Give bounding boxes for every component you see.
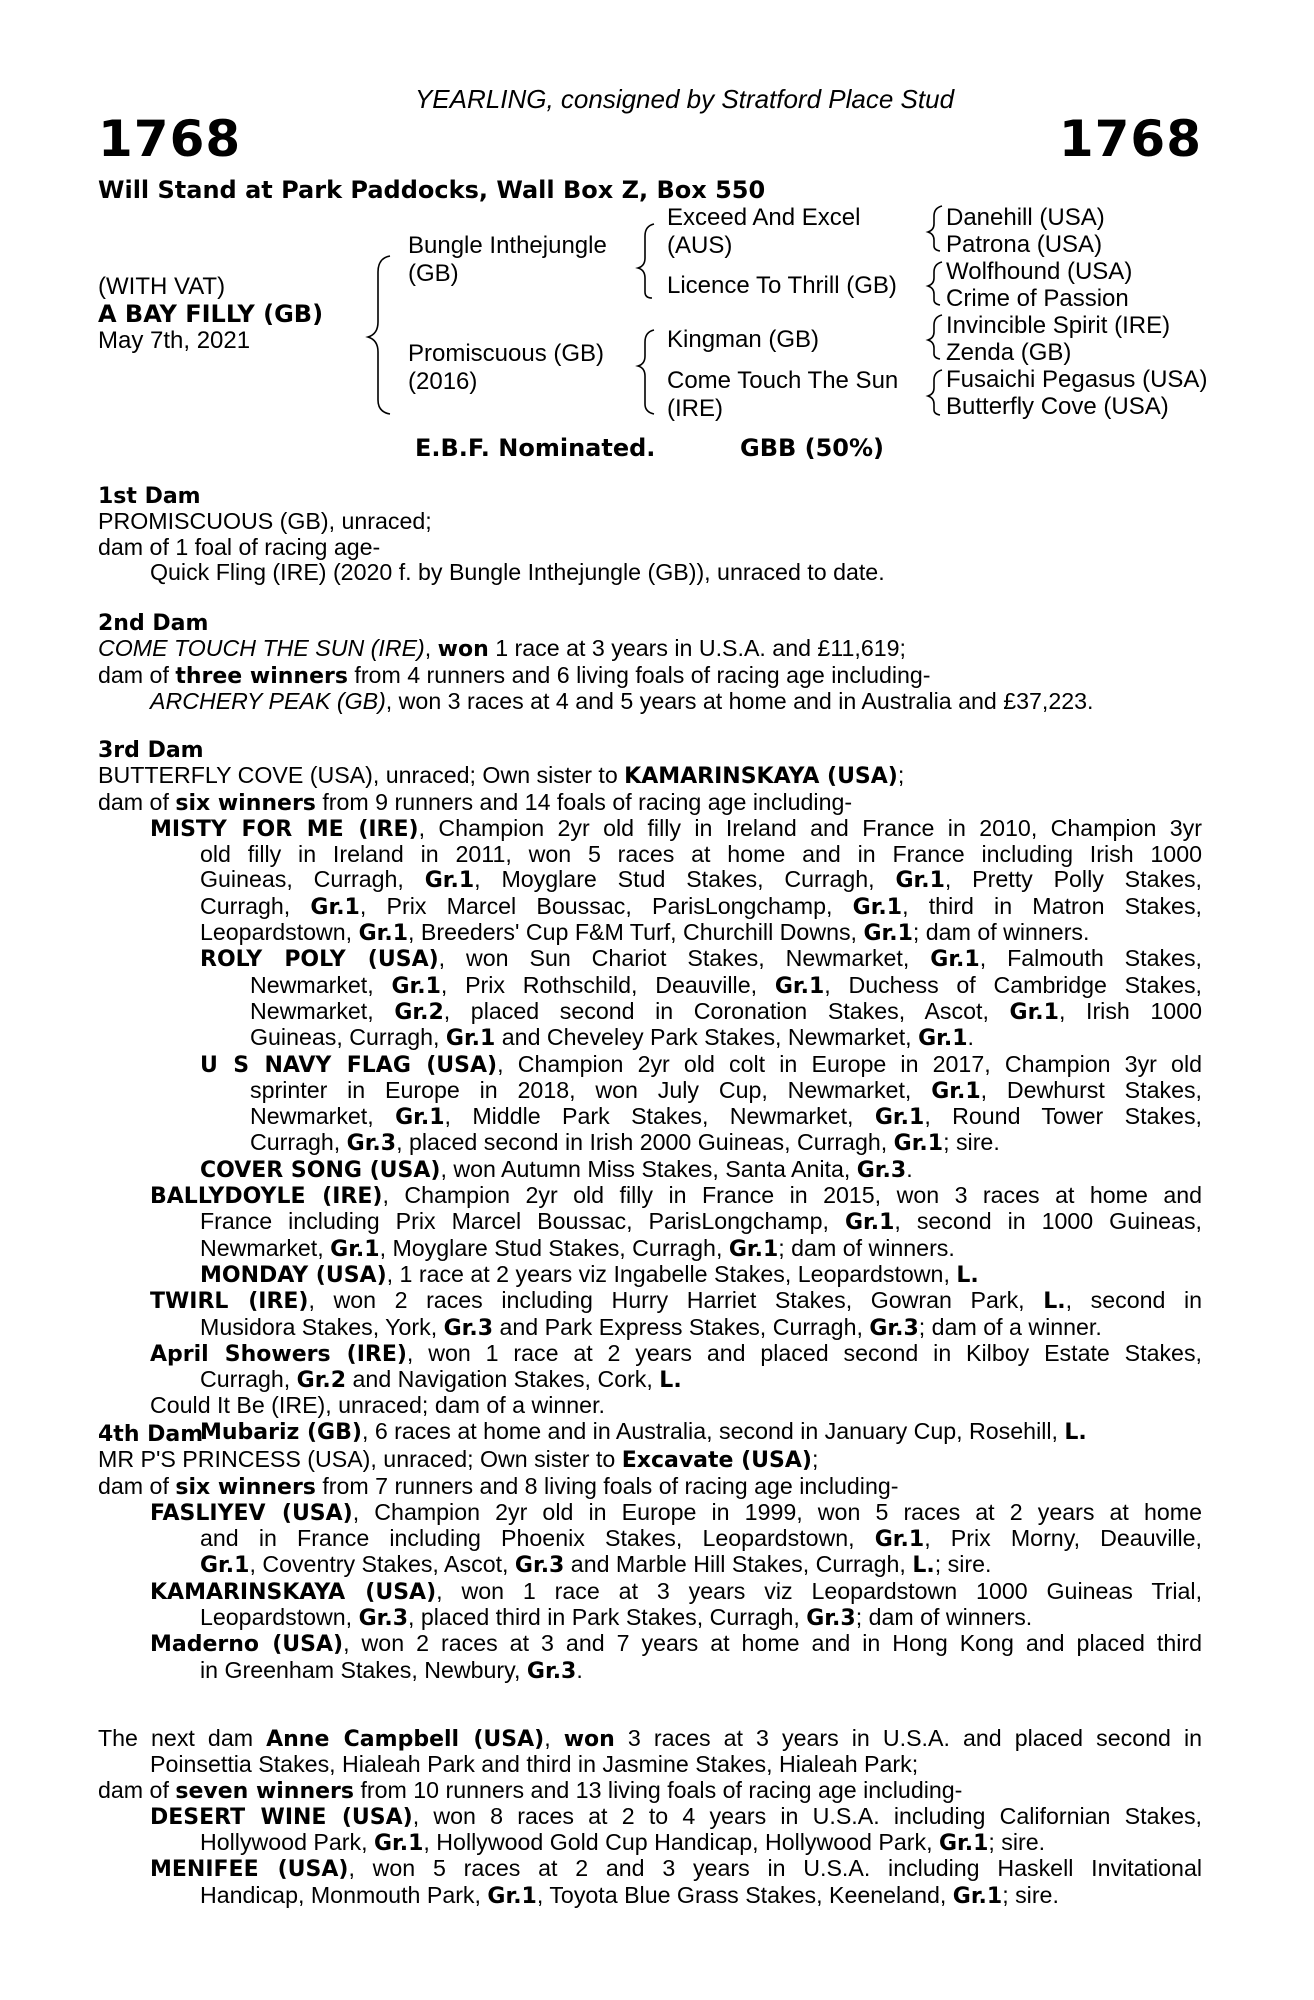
second-dam-produce: [98, 689, 1202, 714]
produce-record: in Greenham Stakes, Newbury, Gr.3.: [200, 1656, 583, 1684]
produce-record: Maderno (USA), won 2 races at 3 and 7 years at home and in Hong Kong and placed third: [150, 1630, 1202, 1658]
fourth-dam-line: [98, 1447, 1202, 1473]
third-dam-section: [98, 738, 1202, 1445]
dam-name-bold: Anne Campbell (USA): [266, 1727, 545, 1752]
dam-name-italic: COME TOUCH THE SUN (IRE): [98, 635, 425, 662]
produce-record: ROLY POLY (USA), won Sun Chariot Stakes, Newmarket, Gr.1, Falmouth Stakes,: [200, 945, 1202, 973]
produce-record: Could It Be (IRE), unraced; dam of a winner.: [150, 1392, 605, 1419]
sire-name: Bungle Inthejungle (GB): [408, 232, 607, 287]
text: from 9 runners and 14 foals of racing age including-: [315, 788, 853, 815]
produce-record: COVER SONG (USA), won Autumn Miss Stakes, Santa Anita, Gr.3.: [200, 1155, 913, 1183]
gbb-note: GBB (50%): [740, 434, 885, 462]
text: dam of: [98, 661, 176, 688]
next-dam-section: [98, 1726, 1202, 1909]
third-dam-line: [98, 763, 1202, 789]
produce-record: MONDAY (USA), 1 race at 2 years viz Ingabelle Stakes, Leopardstown, L.: [200, 1260, 979, 1288]
winners-bold: three winners: [175, 663, 348, 689]
produce-record: Newmarket, Gr.1, Moyglare Stud Stakes, Curragh, Gr.1; dam of winners.: [200, 1234, 955, 1262]
text: 1 race at 3 years in U.S.A. and £11,619;: [488, 635, 906, 662]
produce-record: sprinter in Europe in 2018, won July Cup, Newmarket, Gr.1, Dewhurst Stakes,: [250, 1076, 1203, 1104]
next-dam-line: [98, 1778, 1202, 1804]
third-dam-line: [98, 790, 1202, 816]
text: from 10 runners and 13 living foals of racing age including-: [354, 1776, 963, 1803]
dam-sire-name: Kingman (GB): [667, 326, 820, 353]
produce-record: U S NAVY FLAG (USA), Champion 2yr old colt in Europe in 2017, Champion 3yr old: [200, 1050, 1202, 1078]
lot-number-right: 1768: [1058, 110, 1202, 168]
ss-sire-name: Danehill (USA): [946, 204, 1105, 231]
sire-sire-name: Exceed And Excel (AUS): [667, 204, 861, 259]
text: ;: [811, 1446, 819, 1473]
fourth-dam-section: [98, 1422, 1202, 1684]
produce-name-italic: ARCHERY PEAK (GB): [150, 687, 386, 714]
produce-record: Musidora Stakes, York, Gr.3 and Park Express Stakes, Curragh, Gr.3; dam of a winner.: [200, 1313, 1102, 1341]
ds-dam-name: Zenda (GB): [946, 339, 1072, 366]
produce-record: old filly in Ireland in 2011, won 5 races at home and in France including Irish 1000: [200, 841, 1202, 868]
winners-bold: six winners: [175, 1474, 316, 1500]
produce-record: April Showers (IRE), won 1 race at 2 years and placed second in Kilboy Estate Stakes,: [150, 1339, 1202, 1367]
produce-record: Leopardstown, Gr.3, placed third in Park Stakes, Curragh, Gr.3; dam of winners.: [200, 1604, 1033, 1632]
fourth-dam-heading: 4th Dam: [98, 1422, 204, 1447]
sd-dam-name: Crime of Passion: [946, 285, 1129, 312]
produce-record: Newmarket, Gr.1, Prix Rothschild, Deauville, Gr.1, Duchess of Cambridge Stakes,: [250, 971, 1202, 999]
winners-bold: six winners: [175, 790, 316, 816]
next-dam-line: [98, 1726, 1202, 1752]
won-bold: won: [563, 1727, 615, 1752]
text: , won 3 races at 4 and 5 years at home and in Australia and £37,223.: [385, 687, 1094, 714]
produce-record: KAMARINSKAYA (USA), won 1 race at 3 years viz Leopardstown 1000 Guineas Trial,: [150, 1577, 1203, 1605]
produce-record: FASLIYEV (USA), Champion 2yr old in Europe in 1999, won 5 races at 2 years at home: [150, 1498, 1202, 1526]
produce-record: Guineas, Curragh, Gr.1, Moyglare Stud Stakes, Curragh, Gr.1, Pretty Polly Stakes,: [200, 866, 1203, 894]
stabling-location: Will Stand at Park Paddocks, Wall Box Z, Box 550: [98, 176, 766, 204]
consignor-line: YEARLING, consigned by Stratford Place Stud: [414, 84, 955, 114]
produce-record: MISTY FOR ME (IRE), Champion 2yr old filly in Ireland and France in 2010, Champion 3yr: [150, 814, 1202, 842]
first-dam-heading: 1st Dam: [98, 484, 201, 509]
ebf-nominated: E.B.F. Nominated.: [415, 434, 656, 462]
text: ,: [544, 1725, 564, 1751]
produce-record: MENIFEE (USA), won 5 races at 2 and 3 years in U.S.A. including Haskell Invitational: [150, 1855, 1202, 1883]
text: dam of: [98, 1776, 176, 1803]
text: ,: [424, 635, 438, 662]
produce-record: Curragh, Gr.2 and Navigation Stakes, Cork, L.: [200, 1366, 682, 1394]
produce-record: Hollywood Park, Gr.1, Hollywood Gold Cup Handicap, Hollywood Park, Gr.1; sire.: [200, 1829, 1046, 1857]
text: The next dam: [98, 1725, 267, 1751]
next-dam-line: Poinsettia Stakes, Hialeah Park and third in Jasmine Stakes, Hialeah Park;: [150, 1751, 919, 1778]
text: MR P'S PRINCESS (USA), unraced; Own sister to: [98, 1446, 622, 1473]
second-dam-line: [98, 663, 1202, 689]
produce-record: France including Prix Marcel Boussac, ParisLongchamp, Gr.1, second in 1000 Guineas,: [200, 1208, 1202, 1236]
produce-record: Curragh, Gr.1, Prix Marcel Boussac, ParisLongchamp, Gr.1, third in Matron Stakes,: [200, 892, 1202, 920]
winners-bold: seven winners: [175, 1778, 354, 1804]
ss-dam-name: Patrona (USA): [946, 231, 1103, 258]
produce-record: Leopardstown, Gr.1, Breeders' Cup F&M Turf, Churchill Downs, Gr.1; dam of winners.: [200, 919, 1090, 947]
second-dam-heading: 2nd Dam: [98, 611, 209, 636]
produce-record: DESERT WINE (USA), won 8 races at 2 to 4 years in U.S.A. including Californian Stakes,: [150, 1802, 1202, 1830]
produce-record: Handicap, Monmouth Park, Gr.1, Toyota Blue Grass Stakes, Keeneland, Gr.1; sire.: [200, 1881, 1059, 1909]
ds-sire-name: Invincible Spirit (IRE): [946, 312, 1171, 339]
text: ;: [897, 762, 905, 789]
third-dam-heading: 3rd Dam: [98, 738, 204, 763]
produce-record: Gr.1, Coventry Stakes, Ascot, Gr.3 and Marble Hill Stakes, Curragh, L.; sire.: [200, 1551, 992, 1579]
second-dam-section: [98, 611, 1202, 714]
horse-name: A BAY FILLY (GB): [98, 300, 324, 328]
second-dam-line: [98, 636, 1202, 662]
lot-number-left: 1768: [98, 110, 242, 168]
first-dam-line: PROMISCUOUS (GB), unraced;: [98, 508, 432, 535]
text: 3 races at 3 years in U.S.A. and placed second in: [614, 1725, 1203, 1751]
first-dam-line: dam of 1 foal of racing age-: [98, 533, 381, 560]
sd-sire-name: Wolfhound (USA): [946, 258, 1133, 285]
won-bold: won: [437, 637, 489, 663]
fourth-dam-line: [98, 1474, 1202, 1500]
produce-record: TWIRL (IRE), won 2 races including Hurry Harriet Stakes, Gowran Park, L., second in: [150, 1287, 1202, 1315]
produce-record: Mubariz (GB), 6 races at home and in Australia, second in January Cup, Rosehill, L.: [200, 1417, 1087, 1445]
sire-dam-name: Licence To Thrill (GB): [667, 272, 897, 299]
dam-dam-name: Come Touch The Sun (IRE): [667, 367, 899, 422]
text: dam of: [98, 788, 176, 815]
produce-record: Curragh, Gr.3, placed second in Irish 2000 Guineas, Curragh, Gr.1; sire.: [250, 1129, 1000, 1157]
first-dam-produce: Quick Fling (IRE) (2020 f. by Bungle Inthejungle (GB)), unraced to date.: [150, 558, 885, 585]
text: BUTTERFLY COVE (USA), unraced; Own sister to: [98, 762, 625, 789]
produce-record: Newmarket, Gr.2, placed second in Coronation Stakes, Ascot, Gr.1, Irish 1000: [250, 997, 1202, 1025]
produce-record: Newmarket, Gr.1, Middle Park Stakes, Newmarket, Gr.1, Round Tower Stakes,: [250, 1103, 1202, 1131]
dd-dam-name: Butterfly Cove (USA): [946, 393, 1169, 420]
sister-name-bold: KAMARINSKAYA (USA): [624, 764, 898, 790]
produce-record: Guineas, Curragh, Gr.1 and Cheveley Park Stakes, Newmarket, Gr.1.: [250, 1024, 974, 1052]
produce-record: BALLYDOYLE (IRE), Champion 2yr old filly in France in 2015, won 3 races at home and: [150, 1182, 1203, 1210]
foaling-date: May 7th, 2021: [98, 327, 251, 354]
text: from 7 runners and 8 living foals of racing age including-: [315, 1472, 899, 1499]
dd-sire-name: Fusaichi Pegasus (USA): [946, 366, 1208, 393]
text: dam of: [98, 1472, 176, 1499]
dam-name: Promiscuous (GB) (2016): [408, 340, 605, 395]
first-dam-section: [98, 484, 1202, 585]
sister-name-bold: Excavate (USA): [621, 1448, 812, 1474]
text: from 4 runners and 6 living foals of racing age including-: [347, 661, 931, 688]
vat-note: (WITH VAT): [98, 273, 226, 300]
produce-record: and in France including Phoenix Stakes, Leopardstown, Gr.1, Prix Morny, Deauville,: [200, 1525, 1202, 1553]
